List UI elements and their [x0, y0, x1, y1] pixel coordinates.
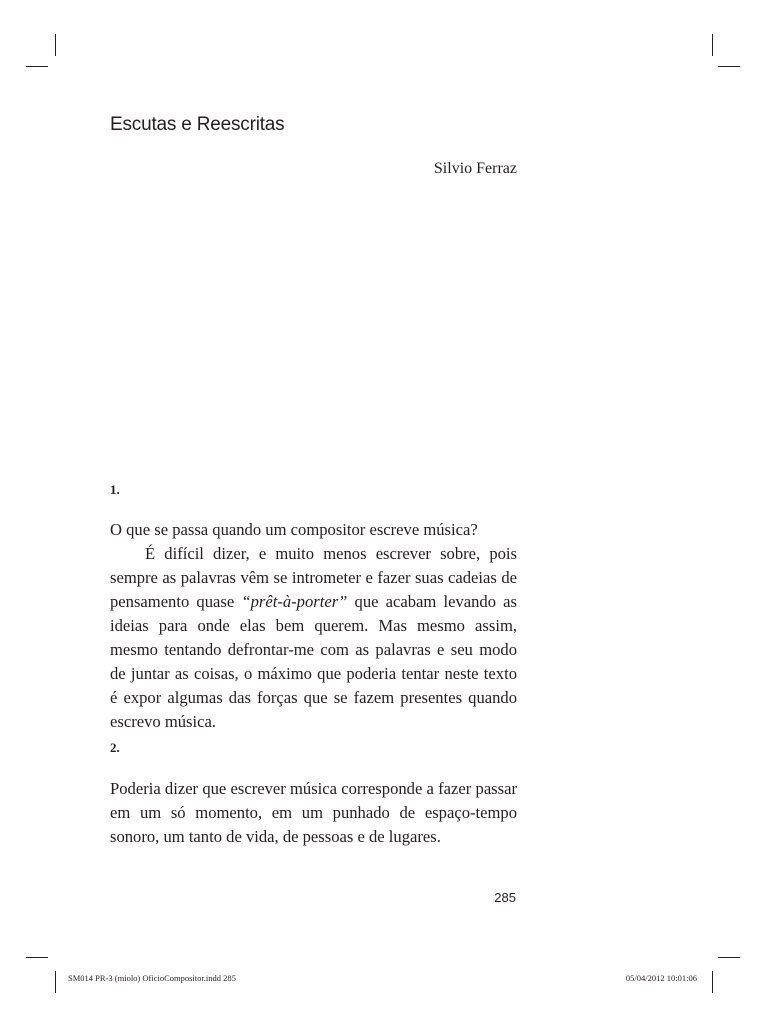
- crop-mark-top-left-v: [55, 34, 56, 56]
- paragraph-2-part-1: É difícil dizer, e muito menos escrever sobre, pois sempre as palavras vêm se intrometer e fazer suas cadeias de pensamento quase: [110, 544, 517, 611]
- slug-file-info: SM014 PR-3 (miolo) OficioCompositor.indd 285: [68, 973, 236, 983]
- crop-mark-top-right-h: [718, 66, 740, 67]
- crop-mark-bottom-right-v: [712, 971, 713, 993]
- chapter-title: Escutas e Reescritas: [110, 114, 285, 135]
- paragraph-2: [110, 542, 517, 734]
- slug-timestamp: 05/04/2012 10:01:06: [625, 973, 697, 983]
- section-number-1: 1.: [110, 482, 120, 497]
- section-number-2: 2.: [110, 740, 120, 755]
- crop-mark-top-left-h: [26, 66, 48, 67]
- page-number: 285: [494, 890, 516, 905]
- paragraph-2-italic-term: “prêt-à-porter”: [241, 592, 348, 611]
- section-2-text: [110, 777, 517, 849]
- paragraph-1: O que se passa quando um compositor escreve música?: [110, 520, 478, 539]
- paragraph-2-part-2: que acabam levando as ideias para onde elas bem querem. Mas mesmo assim, mesmo tentando defrontar-me com as palavras e seu modo de juntar as coisas, o máximo que poderia tentar neste texto é expor algumas das forças que se fazem presentes quando escrevo música.: [110, 592, 517, 731]
- crop-mark-bottom-right-h: [718, 957, 740, 958]
- crop-mark-top-right-v: [712, 34, 713, 56]
- paragraph-3: Poderia dizer que escrever música corresponde a fazer passar em um só momento, em um punhado de espaço-tempo sonoro, um tanto de vida, de pessoas e de lugares.: [110, 779, 517, 846]
- section-1-text: [110, 518, 517, 734]
- crop-mark-bottom-left-v: [55, 971, 56, 993]
- author-name: Silvio Ferraz: [433, 160, 517, 177]
- crop-mark-bottom-left-h: [26, 957, 48, 958]
